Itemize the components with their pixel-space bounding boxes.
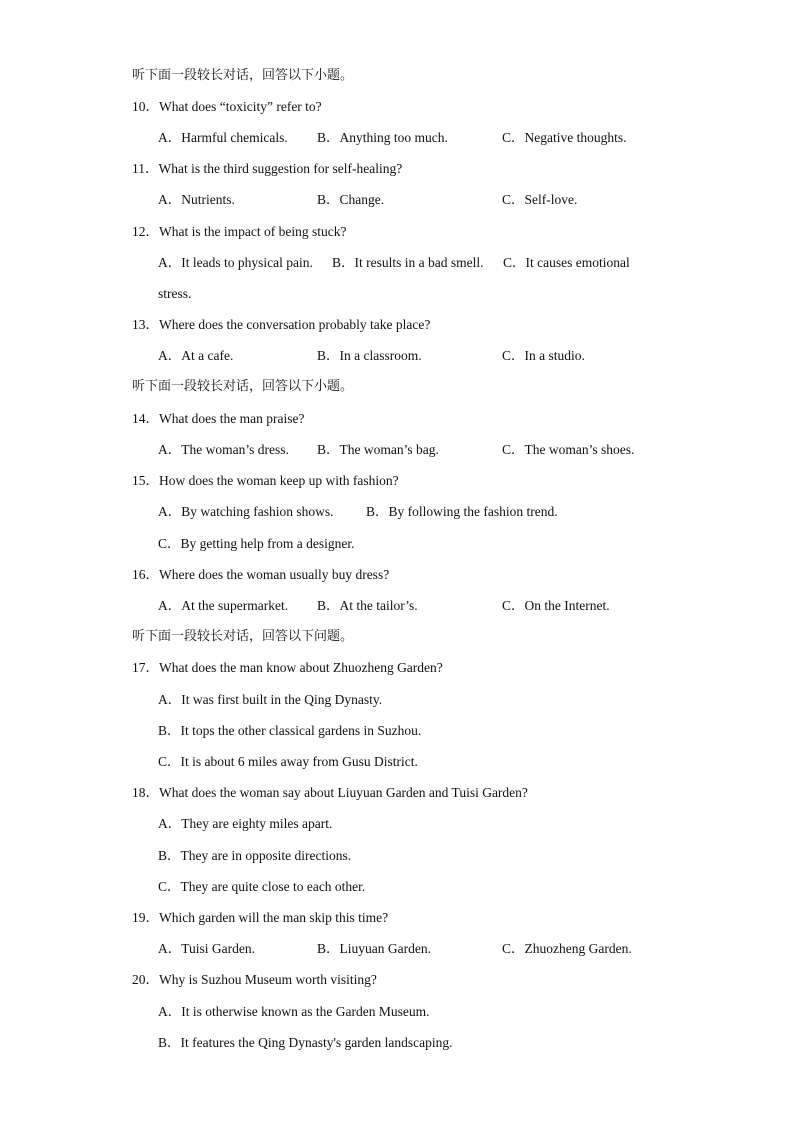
option-14-a: A．The woman’s dress. <box>158 442 289 457</box>
option-11-c: C．Self-love. <box>502 192 578 207</box>
section-heading: 听下面一段较长对话，回答以下问题。 <box>132 629 354 644</box>
option-15-a: A．By watching fashion shows. <box>158 504 334 519</box>
option-19-c: C．Zhuozheng Garden. <box>502 941 632 956</box>
option-15-b: B．By following the fashion trend. <box>366 504 558 519</box>
option-10-b: B．Anything too much. <box>317 130 448 145</box>
option-12-c: C．It causes emotional <box>503 255 630 270</box>
question-15: 15．How does the woman keep up with fashion? <box>132 473 399 488</box>
option-19-b: B．Liuyuan Garden. <box>317 941 431 956</box>
option-11-a: A．Nutrients. <box>158 192 235 207</box>
question-11: 11．What is the third suggestion for self-healing? <box>132 161 403 176</box>
option-20-a: A．It is otherwise known as the Garden Museum. <box>158 1004 430 1019</box>
option-10-c: C．Negative thoughts. <box>502 130 627 145</box>
section-heading: 听下面一段较长对话，回答以下小题。 <box>132 68 354 83</box>
option-10-a: A．Harmful chemicals. <box>158 130 288 145</box>
option-12-b: B．It results in a bad smell. <box>332 255 484 270</box>
option-11-b: B．Change. <box>317 192 385 207</box>
option-17-b: B．It tops the other classical gardens in Suzhou. <box>158 723 422 738</box>
option-13-a: A．At a cafe. <box>158 348 234 363</box>
question-13: 13．Where does the conversation probably take place? <box>132 317 431 332</box>
option-20-b: B．It features the Qing Dynasty's garden landscaping. <box>158 1035 453 1050</box>
section-heading: 听下面一段较长对话，回答以下小题。 <box>132 379 354 394</box>
question-10: 10．What does “toxicity” refer to? <box>132 99 322 114</box>
option-14-c: C．The woman’s shoes. <box>502 442 635 457</box>
question-16: 16．Where does the woman usually buy dress? <box>132 567 390 582</box>
option-16-a: A．At the supermarket. <box>158 598 289 613</box>
question-12: 12．What is the impact of being stuck? <box>132 224 347 239</box>
option-18-c: C．They are quite close to each other. <box>158 879 366 894</box>
question-14: 14．What does the man praise? <box>132 411 305 426</box>
option-12-a: A．It leads to physical pain. <box>158 255 313 270</box>
question-18: 18．What does the woman say about Liuyuan Garden and Tuisi Garden? <box>132 785 528 800</box>
option-13-b: B．In a classroom. <box>317 348 422 363</box>
option-16-b: B．At the tailor’s. <box>317 598 418 613</box>
option-19-a: A．Tuisi Garden. <box>158 941 256 956</box>
question-20: 20．Why is Suzhou Museum worth visiting? <box>132 972 377 987</box>
option-18-a: A．They are eighty miles apart. <box>158 816 333 831</box>
option-17-c: C．It is about 6 miles away from Gusu District. <box>158 754 418 769</box>
option-14-b: B．The woman’s bag. <box>317 442 439 457</box>
option-16-c: C．On the Internet. <box>502 598 610 613</box>
option-18-b: B．They are in opposite directions. <box>158 848 352 863</box>
option-17-a: A．It was first built in the Qing Dynasty. <box>158 692 383 707</box>
question-17: 17．What does the man know about Zhuozheng Garden? <box>132 660 443 675</box>
option-13-c: C．In a studio. <box>502 348 585 363</box>
option-12-c-continued: stress. <box>158 286 192 301</box>
option-15-c: C．By getting help from a designer. <box>158 536 355 551</box>
question-19: 19．Which garden will the man skip this time? <box>132 910 389 925</box>
